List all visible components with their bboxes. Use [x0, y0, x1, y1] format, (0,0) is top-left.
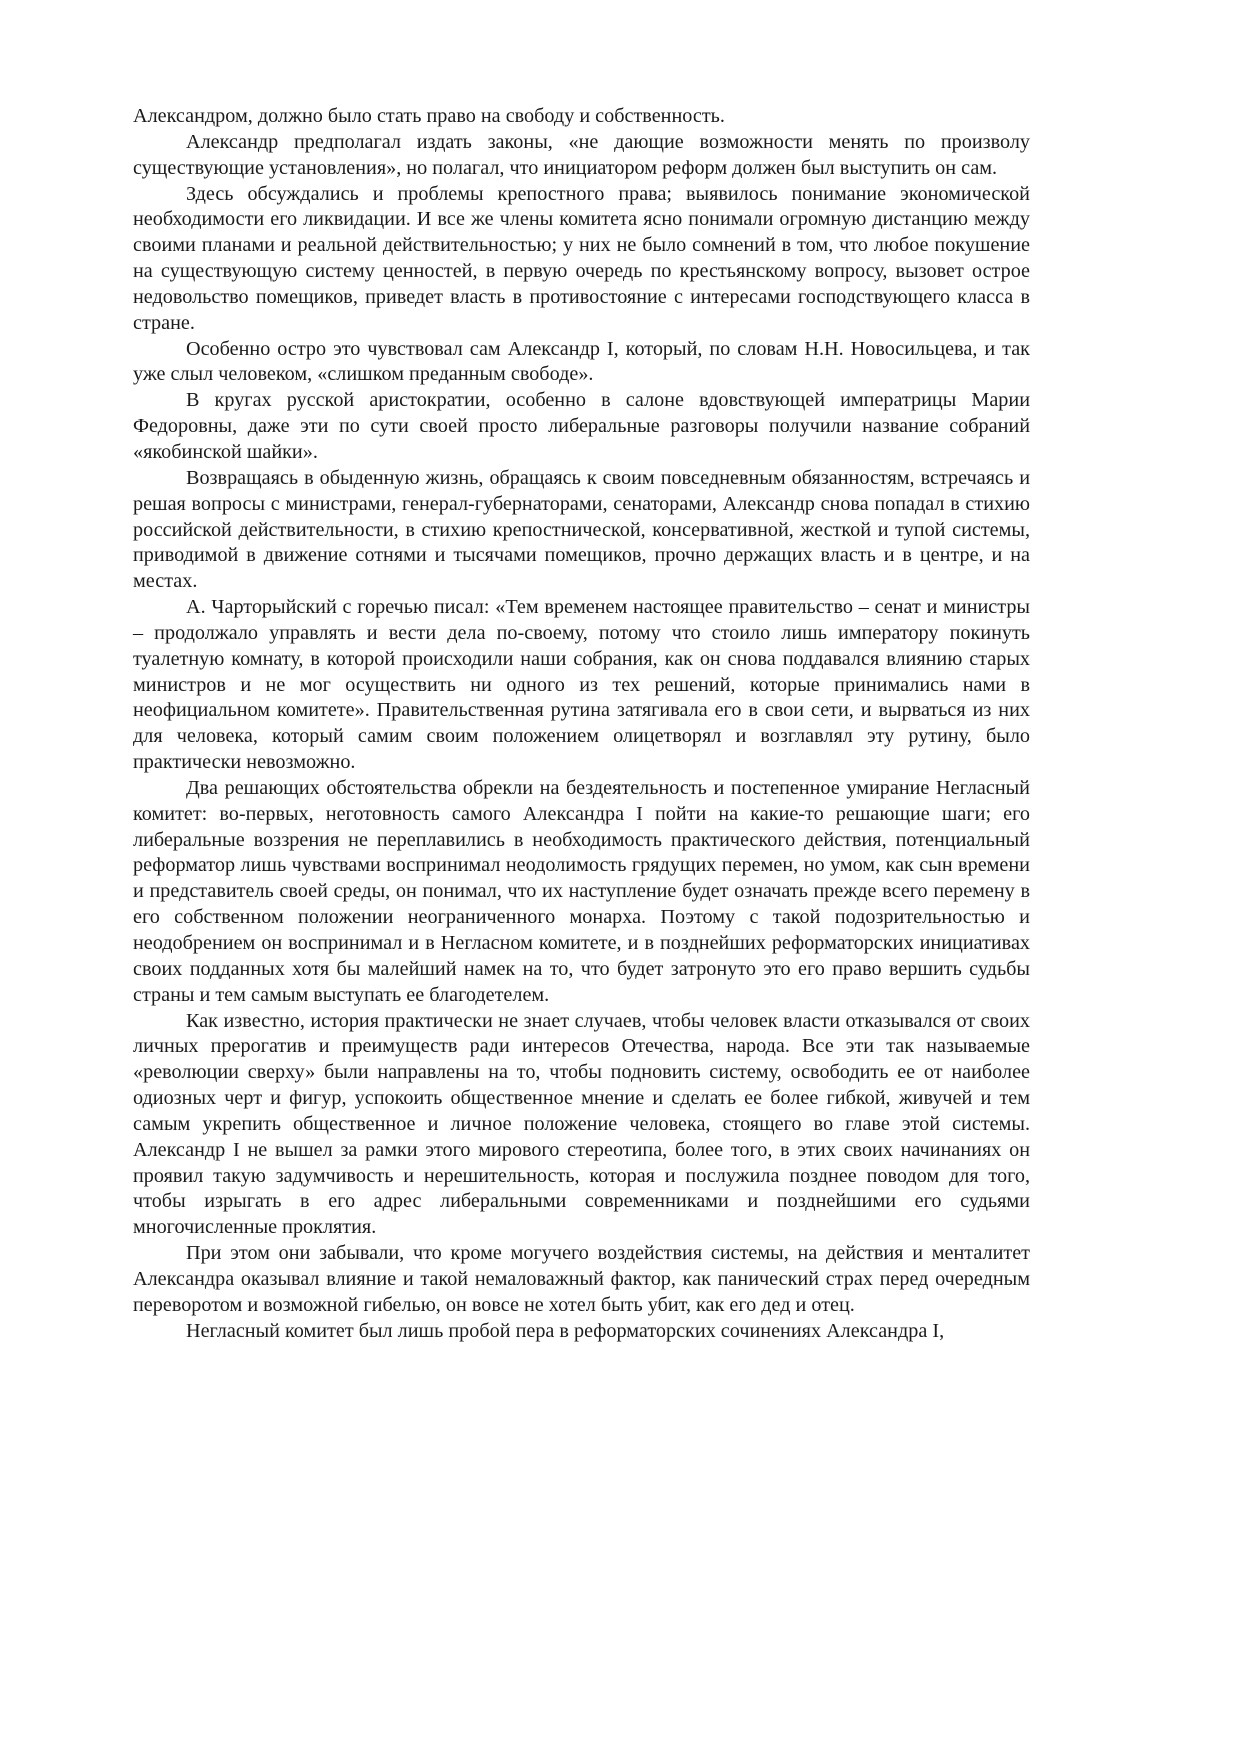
paragraph-4: Особенно остро это чувствовал сам Александр I, который, по словам Н.Н. Новосильцева, и так уже слыл человеком, «слишком преданным свободе». — [133, 337, 1030, 386]
paragraph-10: При этом они забывали, что кроме могучего воздействия системы, на действия и менталитет Александра оказывал влияние и такой немаловажный фактор, как панический страх перед очередным переворотом и возможной гибелью, он вовсе не хотел быть убит, как его дед и отец. — [133, 1242, 1030, 1316]
paragraph-2: Александр предполагал издать законы, «не дающие возможности менять по произволу существующие установления», но полагал, что инициатором реформ должен был выступить он сам. — [133, 130, 1030, 179]
document-page — [133, 104, 1030, 1345]
paragraph-9: Как известно, история практически не знает случаев, чтобы человек власти отказывался от своих личных прерогатив и преимуществ ради интересов Отечества, народа. Все эти так называемые «революции сверху» были направлены на то, чтобы подновить систему, освободить ее от наиболее одиозных черт и фигур, успокоить общественное мнение и сделать ее более гибкой, живучей и тем самым укрепить общественное и личное положение человека, стоящего во главе этой системы. Александр I не вышел за рамки этого мирового стереотипа, более того, в этих своих начинаниях он проявил такую задумчивость и нерешительность, которая и послужила позднее поводом для того, чтобы изрыгать в его адрес либеральными современниками и позднейшими его судьями многочисленные проклятия. — [133, 1009, 1030, 1239]
paragraph-11: Негласный комитет был лишь пробой пера в реформаторских сочинениях Александра I, — [186, 1319, 945, 1342]
paragraph-5: В кругах русской аристократии, особенно в салоне вдовствующей императрицы Марии Федоровны, даже эти по сути своей просто либеральные разговоры получили название собраний «якобинской шайки». — [133, 389, 1030, 463]
paragraph-1: Александром, должно было стать право на свободу и собственность. — [133, 105, 725, 127]
paragraph-8: Два решающих обстоятельства обрекли на бездеятельность и постепенное умирание Негласный комитет: во-первых, неготовность самого Александра I пойти на какие-то решающие шаги; его либеральные воззрения не переплавились в необходимость практического действия, потенциальный реформатор лишь чувствами воспринимал неодолимость грядущих перемен, но умом, как сын времени и представитель своей среды, он понимал, что их наступление будет означать прежде всего перемену в его собственном положении неограниченного монарха. Поэтому с такой подозрительностью и неодобрением он воспринимал и в Негласном комитете, и в позднейших реформаторских инициативах своих подданных хотя бы малейший намек на то, что будет затронуто это его право вершить судьбы страны и тем самым выступать ее благодетелем. — [133, 776, 1030, 1006]
paragraph-3: Здесь обсуждались и проблемы крепостного права; выявилось понимание экономической необходимости его ликвидации. И все же члены комитета ясно понимали огромную дистанцию между своими планами и реальной действительностью; у них не было сомнений в том, что любое покушение на существующую систему ценностей, в первую очередь по крестьянскому вопросу, вызовет острое недовольство помещиков, приведет власть в противостояние с интересами господствующего класса в стране. — [133, 182, 1030, 334]
paragraph-7: А. Чарторыйский с горечью писал: «Тем временем настоящее правительство – сенат и министры – продолжало управлять и вести дела по-своему, потому что стоило лишь императору покинуть туалетную комнату, в которой происходили наши собрания, как он снова поддавался влиянию старых министров и не мог осуществить ни одного из тех решений, которые принимались нами в неофициальном комитете». Правительственная рутина затягивала его в свои сети, и вырваться из них для человека, который самим своим положением олицетворял и возглавлял эту рутину, было практически невозможно. — [133, 596, 1030, 774]
paragraph-6: Возвращаясь в обыденную жизнь, обращаясь к своим повседневным обязанностям, встречаясь и решая вопросы с министрами, генерал-губернаторами, сенаторами, Александр снова попадал в стихию российской действительности, в стихию крепостнической, консервативной, жесткой и тупой системы, приводимой в движение сотнями и тысячами помещиков, прочно держащих власть и в центре, и на местах. — [133, 466, 1030, 593]
